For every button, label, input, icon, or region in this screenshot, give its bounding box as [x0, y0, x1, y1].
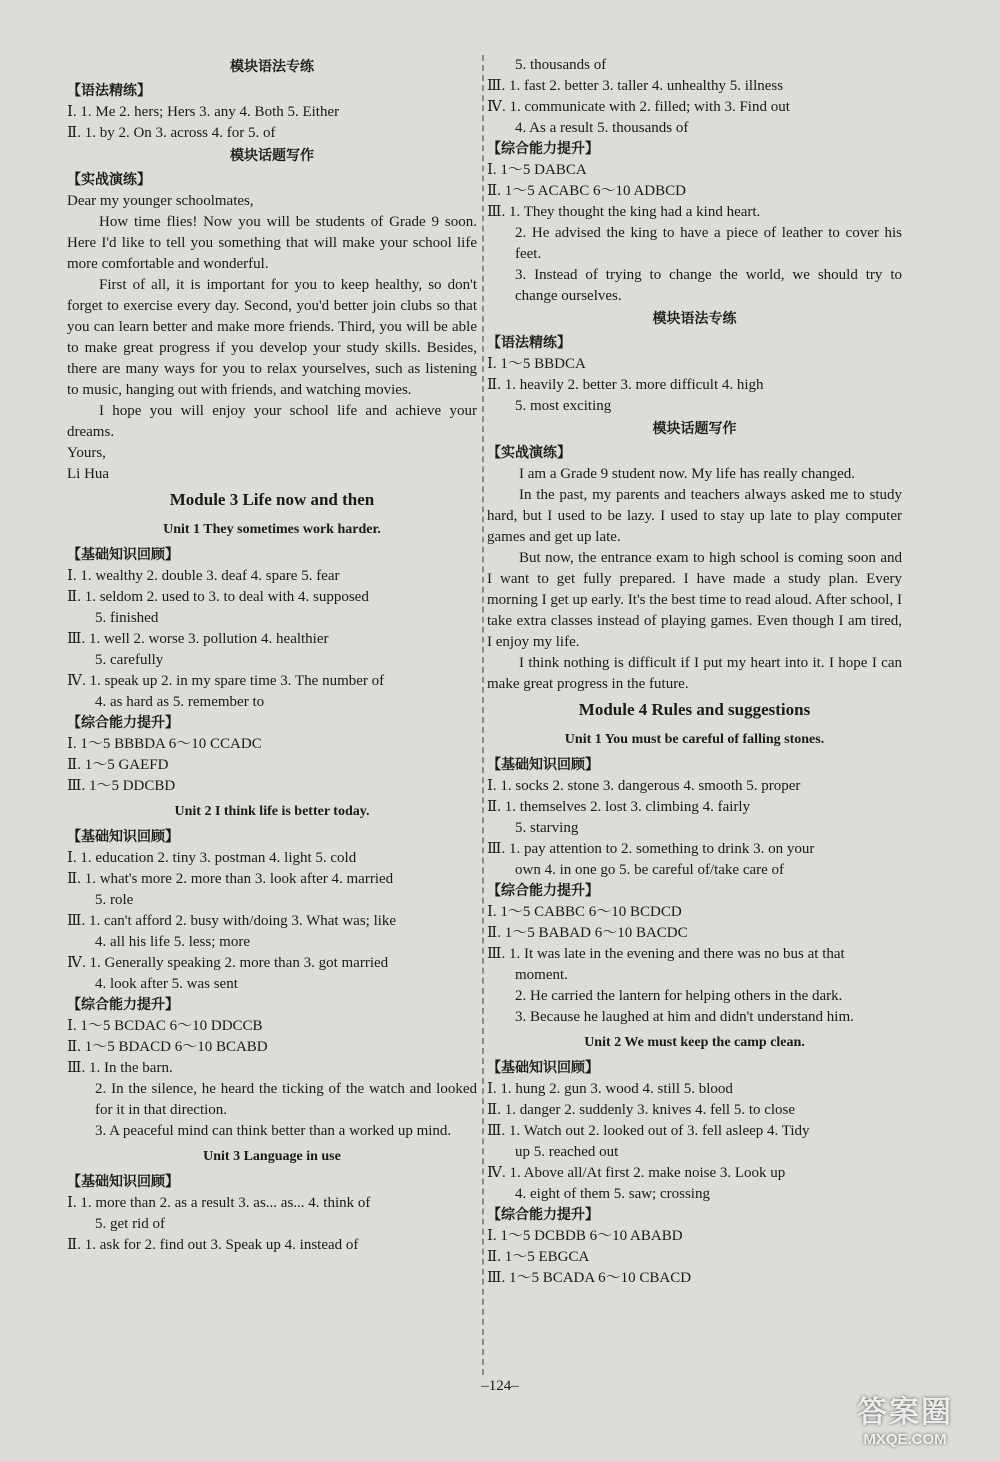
answer-line: Ⅲ. 1. pay attention to 2. something to drink 3. on your	[487, 841, 815, 857]
unit-title: Unit 1 They sometimes work harder.	[163, 522, 381, 537]
answer-line: Ⅰ. 1. more than 2. as a result 3. as... as... 4. think of	[67, 1195, 371, 1211]
section-tag: 【综合能力提升】	[487, 1208, 599, 1223]
answer-line-indented: 5. get rid of	[95, 1216, 165, 1232]
section-tag: 【实战演练】	[67, 173, 151, 188]
answer-line-indented: 4. all his life 5. less; more	[95, 934, 250, 950]
section-tag: 【语法精练】	[487, 336, 571, 351]
answer-line: Ⅲ. 1. They thought the king had a kind heart.	[487, 204, 761, 220]
module-title: Module 3 Life now and then	[169, 490, 375, 509]
section-tag: 【综合能力提升】	[67, 716, 179, 731]
answer-line-indented: up 5. reached out	[515, 1144, 619, 1160]
answer-line: Ⅰ. 1. socks 2. stone 3. dangerous 4. smooth 5. proper	[487, 778, 801, 794]
answer-line-indented: 5. finished	[95, 610, 159, 626]
section-heading: 模块语法专练	[652, 312, 737, 327]
answer-line-indented: own 4. in one go 5. be careful of/take care of	[515, 862, 785, 878]
answer-line-indented: 2. He carried the lantern for helping others in the dark.	[515, 988, 843, 1004]
answer-line: Ⅲ. 1. Watch out 2. looked out of 3. fell asleep 4. Tidy	[487, 1123, 810, 1139]
essay-paragraph: I think nothing is difficult if I put my heart into it. I hope I can make great progress in the future.	[487, 655, 902, 692]
answer-line: Ⅲ. 1. well 2. worse 3. pollution 4. healthier	[67, 631, 329, 647]
answer-line: Ⅰ. 1～5 BCDAC 6～10 DDCCB	[67, 1018, 263, 1034]
answer-line-indented: 4. as hard as 5. remember to	[95, 694, 265, 710]
section-tag: 【综合能力提升】	[487, 142, 599, 157]
answer-line: Ⅱ. 1. themselves 2. lost 3. climbing 4. fairly	[487, 799, 751, 815]
section-tag: 【基础知识回顾】	[487, 758, 599, 773]
answer-line: Ⅳ. 1. Generally speaking 2. more than 3. got married	[67, 955, 389, 971]
unit-title: Unit 2 I think life is better today.	[174, 804, 370, 819]
answer-line: Ⅲ. 1～5 DDCBD	[67, 778, 176, 794]
answer-line: Ⅱ. 1. by 2. On 3. across 4. for 5. of	[67, 125, 276, 141]
answer-line: Ⅱ. 1. seldom 2. used to 3. to deal with 4. supposed	[67, 589, 369, 605]
essay-paragraph: In the past, my parents and teachers always asked me to study hard, but I used to be lazy. I used to stay up late to play computer games and get up late.	[487, 487, 902, 545]
answer-line: Ⅳ. 1. speak up 2. in my spare time 3. The number of	[67, 673, 385, 689]
site-watermark	[820, 1395, 990, 1455]
module-title: Module 4 Rules and suggestions	[578, 700, 811, 719]
page-number: –124–	[481, 1378, 519, 1394]
answer-line: Ⅲ. 1. It was late in the evening and there was no bus at that	[487, 946, 845, 962]
answer-line: Ⅲ. 1. can't afford 2. busy with/doing 3. What was; like	[67, 913, 397, 929]
section-tag: 【综合能力提升】	[487, 884, 599, 899]
section-tag: 【综合能力提升】	[67, 998, 179, 1013]
answer-line-indented: 5. carefully	[95, 652, 164, 668]
answer-line: Ⅰ. 1～5 BBDCA	[487, 356, 586, 372]
answer-line-indented: moment.	[515, 967, 568, 983]
essay-paragraph: I am a Grade 9 student now. My life has really changed.	[519, 466, 855, 482]
answer-line: Ⅱ. 1. ask for 2. find out 3. Speak up 4. instead of	[67, 1237, 359, 1253]
answer-line: Ⅲ. 1. fast 2. better 3. taller 4. unhealthy 5. illness	[487, 78, 784, 94]
answer-line: Ⅱ. 1～5 BABAD 6～10 BACDC	[487, 925, 688, 941]
essay-paragraph: But now, the entrance exam to high school is coming soon and I want to get fully prepared. I have made a study plan. Every morning I get up early. It's the best time to read aloud. After school, I take extra classes instead of playing games. Even though I am tired, I enjoy my life.	[487, 550, 902, 650]
answer-line: Ⅰ. 1. hung 2. gun 3. wood 4. still 5. blood	[487, 1081, 733, 1097]
section-heading: 模块语法专练	[230, 60, 314, 75]
answer-sentence: 2. He advised the king to have a piece of leather to cover his feet.	[515, 225, 902, 262]
answer-line-indented: 3. Because he laughed at him and didn't understand him.	[515, 1009, 854, 1025]
answer-sentence: 3. A peaceful mind can think better than a worked up mind.	[95, 1123, 452, 1139]
section-tag: 【语法精练】	[67, 84, 151, 99]
unit-title: Unit 2 We must keep the camp clean.	[584, 1035, 805, 1050]
answer-line: Ⅰ. 1～5 CABBC 6～10 BCDCD	[487, 904, 682, 920]
essay-paragraph: I hope you will enjoy your school life and achieve your dreams.	[67, 403, 477, 440]
answer-line: Ⅱ. 1. heavily 2. better 3. more difficult 4. high	[487, 377, 764, 393]
section-heading: 模块话题写作	[230, 149, 314, 164]
answer-line: Ⅱ. 1～5 GAEFD	[67, 757, 169, 773]
watermark-url: MXQE.COM	[863, 1431, 947, 1448]
answer-line-indented: 5. thousands of	[515, 57, 607, 73]
answer-line: Ⅱ. 1. what's more 2. more than 3. look after 4. married	[67, 871, 394, 887]
answer-line: Ⅳ. 1. communicate with 2. filled; with 3. Find out	[487, 99, 790, 115]
answer-line: Ⅲ. 1～5 BCADA 6～10 CBACD	[487, 1270, 692, 1286]
answer-line-indented: 4. look after 5. was sent	[95, 976, 238, 992]
answer-line-indented: 5. most exciting	[515, 398, 612, 414]
answer-line: Ⅲ. 1. In the barn.	[67, 1060, 173, 1076]
unit-title: Unit 1 You must be careful of falling stones.	[564, 732, 825, 747]
answer-line: Ⅱ. 1～5 BDACD 6～10 BCABD	[67, 1039, 268, 1055]
right-column	[487, 55, 902, 1289]
answer-line: Li Hua	[67, 466, 110, 482]
answer-line: Ⅰ. 1. education 2. tiny 3. postman 4. light 5. cold	[67, 850, 357, 866]
answer-line: Dear my younger schoolmates,	[67, 193, 254, 209]
answer-line: Yours,	[67, 445, 106, 461]
answer-line-indented: 5. starving	[515, 820, 579, 836]
answer-line: Ⅰ. 1. wealthy 2. double 3. deaf 4. spare 5. fear	[67, 568, 340, 584]
answer-line: Ⅰ. 1～5 DCBDB 6～10 ABABD	[487, 1228, 683, 1244]
section-tag: 【基础知识回顾】	[67, 830, 179, 845]
answer-line: Ⅳ. 1. Above all/At first 2. make noise 3. Look up	[487, 1165, 786, 1181]
column-divider	[482, 55, 484, 1375]
section-tag: 【基础知识回顾】	[67, 548, 179, 563]
answer-line: Ⅰ. 1. Me 2. hers; Hers 3. any 4. Both 5. Either	[67, 104, 340, 120]
answer-sentence: 3. Instead of trying to change the world, we should try to change ourselves.	[515, 267, 902, 304]
answer-sentence: 2. In the silence, he heard the ticking of the watch and looked for it in that direction.	[95, 1081, 477, 1118]
answer-line: Ⅰ. 1～5 BBBDA 6～10 CCADC	[67, 736, 262, 752]
section-heading: 模块话题写作	[652, 422, 737, 437]
left-column	[67, 55, 477, 1256]
section-tag: 【实战演练】	[487, 446, 571, 461]
essay-paragraph: First of all, it is important for you to keep healthy, so don't forget to exercise every day. Second, you'd better join clubs so that you can learn better and make more friends. Third, you will be able to make great progress if you develop your study skills. Besides, there are many ways for you to relax yourselves, such as listening to music, hanging out with friends, and watching movies.	[67, 277, 477, 398]
answer-line-indented: 5. role	[95, 892, 134, 908]
answer-line-indented: 4. eight of them 5. saw; crossing	[515, 1186, 710, 1202]
answer-line-indented: 4. As a result 5. thousands of	[515, 120, 689, 136]
answer-line: Ⅱ. 1～5 ACABC 6～10 ADBCD	[487, 183, 686, 199]
unit-title: Unit 3 Language in use	[203, 1149, 341, 1164]
essay-paragraph: How time flies! Now you will be students of Grade 9 soon. Here I'd like to tell you something that will make your school life more comfortable and wonderful.	[67, 214, 477, 272]
answer-line: Ⅰ. 1～5 DABCA	[487, 162, 587, 178]
answer-line: Ⅱ. 1. danger 2. suddenly 3. knives 4. fell 5. to close	[487, 1102, 796, 1118]
section-tag: 【基础知识回顾】	[487, 1061, 599, 1076]
watermark-logo: 答案圈	[857, 1396, 953, 1429]
answer-line: Ⅱ. 1～5 EBGCA	[487, 1249, 590, 1265]
section-tag: 【基础知识回顾】	[67, 1175, 179, 1190]
